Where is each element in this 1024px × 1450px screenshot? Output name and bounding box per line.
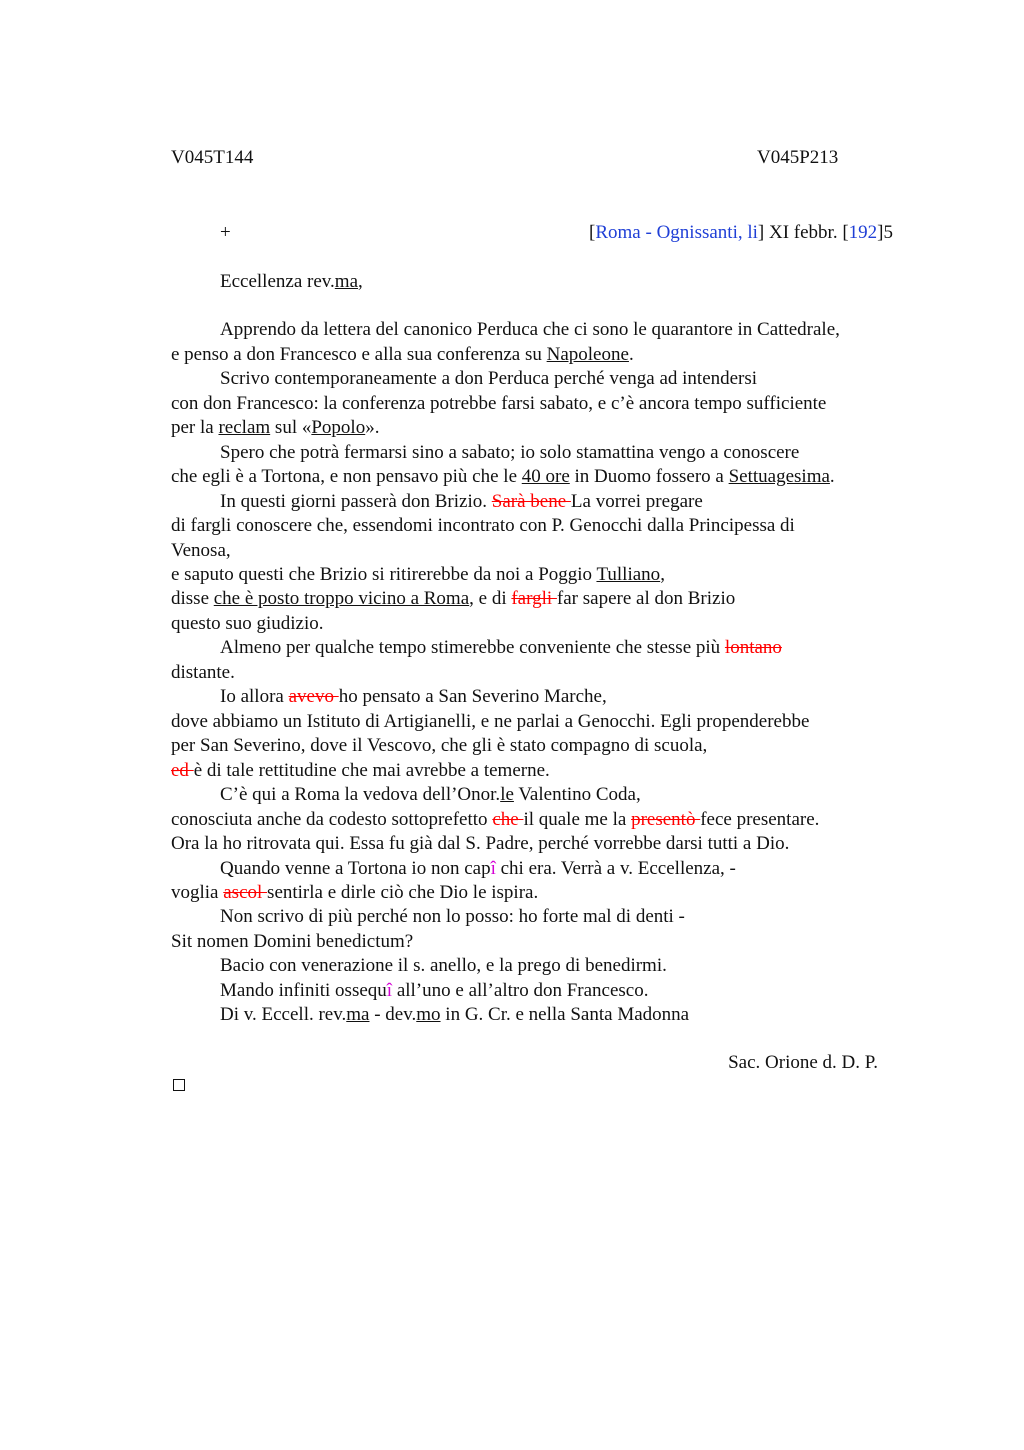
text: Almeno per qualche tempo stimerebbe conveniente che stesse più bbox=[220, 637, 725, 658]
underlined-text: mo bbox=[416, 1004, 441, 1025]
text: Quando venne a Tortona io non cap bbox=[220, 858, 491, 879]
bracket: ] bbox=[757, 222, 765, 243]
text-line: Non scrivo di più perché non lo posso: ho forte mal di denti - bbox=[220, 906, 685, 927]
text: che egli è a Tortona, e non pensavo più che le bbox=[171, 466, 522, 487]
text: in Duomo fossero a bbox=[569, 466, 729, 487]
text-line bbox=[171, 808, 819, 832]
text-line bbox=[171, 465, 835, 489]
text-line bbox=[171, 416, 379, 440]
text: sentirla e dirle ciò che Dio le ispira. bbox=[267, 882, 539, 903]
text-line bbox=[220, 1003, 689, 1027]
text: è di tale rettitudine che mai avrebbe a temerne. bbox=[193, 760, 550, 781]
editorial-year: 192 bbox=[848, 222, 878, 243]
text: In questi giorni passerà don Brizio. bbox=[220, 491, 492, 512]
text: voglia bbox=[171, 882, 224, 903]
underlined-text: reclam bbox=[218, 417, 271, 438]
bracket: ] bbox=[877, 222, 884, 243]
text-line: Apprendo da lettera del canonico Perduca che ci sono le quarantore in Cattedrale, bbox=[220, 319, 840, 340]
text-line: per San Severino, dove il Vescovo, che gli è stato compagno di scuola, bbox=[171, 735, 708, 756]
text-line bbox=[220, 783, 641, 807]
text: Di v. Eccell. rev. bbox=[220, 1004, 347, 1025]
text: , e di bbox=[469, 588, 512, 609]
salutation-abbrev: ma bbox=[334, 271, 359, 292]
salutation-end: , bbox=[358, 271, 363, 292]
text: . bbox=[829, 466, 835, 487]
text: e penso a don Francesco e alla sua conferenza su bbox=[171, 344, 547, 365]
underlined-text: che è posto troppo vicino a Roma bbox=[213, 588, 470, 609]
deleted-text: presentò bbox=[631, 809, 701, 830]
salutation bbox=[220, 271, 363, 293]
text: disse bbox=[171, 588, 214, 609]
text-line bbox=[220, 636, 782, 660]
text: in G. Cr. e nella Santa Madonna bbox=[440, 1004, 690, 1025]
text-line: Venosa, bbox=[171, 540, 231, 561]
cross-symbol: + bbox=[220, 222, 231, 243]
deleted-text: fargli bbox=[511, 588, 557, 609]
text-line: Scrivo contemporaneamente a don Perduca perché venga ad intendersi bbox=[220, 368, 758, 389]
salutation-text: Eccellenza rev. bbox=[220, 271, 335, 292]
text: Valentino Coda, bbox=[513, 784, 641, 805]
deleted-text: ed bbox=[171, 760, 194, 781]
text: conosciuta anche da codesto sottoprefetto bbox=[171, 809, 493, 830]
text: Mando infiniti ossequ bbox=[220, 980, 387, 1001]
document-code-left: V045T144 bbox=[171, 147, 254, 168]
text-line: Bacio con venerazione il s. anello, e la prego di benedirmi. bbox=[220, 955, 667, 976]
text-line bbox=[171, 563, 665, 587]
text-line: con don Francesco: la conferenza potrebbe farsi sabato, e c’è ancora tempo sufficiente bbox=[171, 393, 827, 414]
accent-mark: î bbox=[490, 858, 496, 879]
text: chi era. Verrà a v. Eccellenza, - bbox=[495, 858, 736, 879]
document-code-right: V045P213 bbox=[757, 147, 839, 168]
underlined-text: Popolo bbox=[311, 417, 366, 438]
signature: Sac. Orione d. D. P. bbox=[728, 1052, 878, 1073]
underlined-text: 40 ore bbox=[521, 466, 570, 487]
text: ». bbox=[365, 417, 380, 438]
dateline bbox=[589, 222, 893, 244]
text-line: Ora la ho ritrovata qui. Essa fu già dal S. Padre, perché vorrebbe darsi tutti a Dio. bbox=[171, 833, 790, 854]
deleted-text: ascol bbox=[223, 882, 268, 903]
editorial-place: Roma - Ognissanti, li bbox=[595, 222, 758, 243]
deleted-text: lontano bbox=[724, 637, 782, 658]
text: e saputo questi che Brizio si ritirerebbe da noi a Poggio bbox=[171, 564, 597, 585]
text-line: dove abbiamo un Istituto di Artigianelli, e ne parlai a Genocchi. Egli propenderebbe bbox=[171, 711, 810, 732]
underlined-text: le bbox=[500, 784, 514, 805]
underlined-text: ma bbox=[346, 1004, 370, 1025]
text-line bbox=[220, 979, 648, 1003]
text: fece presentare. bbox=[700, 809, 820, 830]
text: il quale me la bbox=[523, 809, 632, 830]
text-line bbox=[171, 881, 538, 905]
deleted-text: che bbox=[492, 809, 524, 830]
year-digit: 5 bbox=[883, 222, 893, 243]
text: sul « bbox=[270, 417, 312, 438]
bracket: [ bbox=[842, 222, 849, 243]
text-line: questo suo giudizio. bbox=[171, 613, 324, 634]
underlined-text: Tulliano bbox=[596, 564, 661, 585]
text-line bbox=[220, 490, 703, 514]
date-text: XI febbr. bbox=[764, 222, 843, 243]
text: far sapere al don Brizio bbox=[556, 588, 736, 609]
text: - dev. bbox=[369, 1004, 417, 1025]
text-line: Sit nomen Domini benedictum? bbox=[171, 931, 414, 952]
text-line bbox=[171, 759, 550, 783]
text: La vorrei pregare bbox=[570, 491, 703, 512]
text: all’uno e all’altro don Francesco. bbox=[392, 980, 649, 1001]
text: ho pensato a San Severino Marche, bbox=[338, 686, 607, 707]
bracket: [ bbox=[589, 222, 596, 243]
text-line bbox=[171, 587, 735, 611]
text-line: distante. bbox=[171, 662, 235, 683]
text: , bbox=[660, 564, 665, 585]
text: Io allora bbox=[220, 686, 289, 707]
deleted-text: avevo bbox=[288, 686, 339, 707]
checkbox-square-icon bbox=[173, 1079, 185, 1091]
text-line: di fargli conoscere che, essendomi incontrato con P. Genocchi dalla Principessa di bbox=[171, 515, 795, 536]
accent-mark: î bbox=[386, 980, 393, 1001]
text-line bbox=[171, 343, 634, 367]
underlined-text: Napoleone bbox=[546, 344, 629, 365]
underlined-text: Settuagesima bbox=[728, 466, 830, 487]
text: C’è qui a Roma la vedova dell’Onor. bbox=[220, 784, 501, 805]
deleted-text: Sarà bene bbox=[491, 491, 571, 512]
text: . bbox=[628, 344, 634, 365]
text-line bbox=[220, 857, 736, 881]
text-line bbox=[220, 685, 607, 709]
text-line: Spero che potrà fermarsi sino a sabato; io solo stamattina vengo a conoscere bbox=[220, 442, 800, 463]
text: per la bbox=[171, 417, 219, 438]
